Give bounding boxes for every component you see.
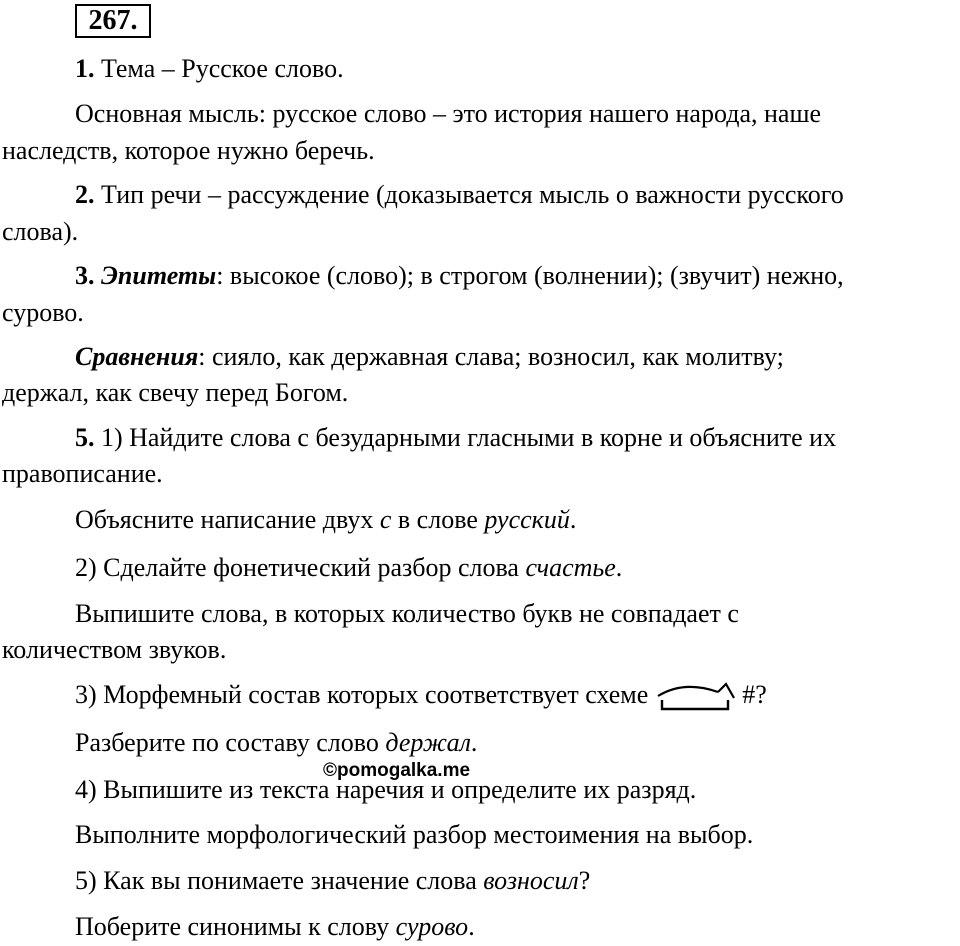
task-explain-spelling (75, 503, 576, 537)
task-adverbs: 4) Выпишите из текста наречия и определите их разряд. (75, 775, 697, 804)
speech-type-line-2: слова). (2, 217, 79, 246)
text-part: . (470, 728, 478, 757)
text-part: 5) Как вы понимаете значение слова (75, 866, 484, 895)
epithets-line-2: сурово. (2, 298, 84, 327)
text-part: . (615, 553, 623, 582)
text-part: Поберите синонимы к слову (75, 912, 396, 941)
theme-text: Тема – Русское слово. (94, 54, 344, 83)
text-part: 3) Морфемный состав которых соответствует схеме (75, 680, 649, 709)
comparisons-term: Сравнения (75, 342, 199, 371)
word-schastye: счастье (525, 553, 616, 582)
watermark: ©pomogalka.me (323, 760, 471, 781)
epithets-term: Эпитеты (101, 261, 217, 290)
task-letters-sounds-line-1: Выпишите слова, в которых количество букв не совпадает с (75, 599, 739, 628)
text-part: . (468, 912, 475, 941)
word-russkiy: русский (484, 505, 570, 534)
task-synonyms (75, 910, 475, 944)
task-5-1-text: 1) Найдите слова с безударными гласными в корне и объясните их (94, 423, 837, 452)
letter-s: с (379, 505, 392, 534)
item-number: 5. (75, 423, 95, 452)
main-idea-line-2: наследств, которое нужно беречь. (2, 136, 375, 165)
task-meaning (75, 864, 590, 898)
word-surovo: сурово (395, 912, 469, 941)
task-5-1-line-2: правописание. (2, 459, 163, 488)
speech-type-text: Тип речи – рассуждение (доказывается мысль о важности русского (94, 180, 844, 209)
word-derzhal: держал (385, 728, 471, 757)
speech-type-line-1 (75, 178, 844, 212)
text-part: Разберите по составу слово (75, 728, 386, 757)
epithets-line-1 (75, 259, 844, 293)
text-part: в слове (391, 505, 485, 534)
comparisons-line-1 (75, 340, 784, 374)
comparisons-text: : сияло, как державная слава; возносил, как молитву; (198, 342, 784, 371)
main-idea-line-1: Основная мысль: русское слово – это история нашего народа, наше (75, 99, 822, 128)
task-pronoun: Выполните морфологический разбор местоимения на выбор. (75, 820, 754, 849)
task-morpheme-parse (75, 726, 477, 760)
word-voznosil: возносил (483, 866, 579, 895)
text-part: 2) Сделайте фонетический разбор слова (75, 553, 526, 582)
item-number: 2. (75, 180, 95, 209)
paragraph-theme (75, 52, 344, 86)
task-5-1-line-1 (75, 421, 836, 455)
item-number: 3. (75, 261, 95, 290)
epithets-text: : высокое (слово); в строгом (волнении); (звучит) нежно, (216, 261, 844, 290)
text-part: ? (578, 866, 591, 895)
comparisons-line-2: держал, как свечу перед Богом. (2, 378, 349, 407)
exercise-number: 267. (75, 4, 151, 38)
task-phonetic (75, 551, 622, 585)
task-morpheme-schema (75, 678, 767, 712)
text-part: Объясните написание двух (75, 505, 380, 534)
morpheme-schema-icon (654, 682, 740, 712)
item-number: 1. (75, 54, 95, 83)
text-part: #? (742, 680, 767, 709)
text-part: . (569, 505, 577, 534)
task-letters-sounds-line-2: количеством звуков. (2, 635, 227, 664)
